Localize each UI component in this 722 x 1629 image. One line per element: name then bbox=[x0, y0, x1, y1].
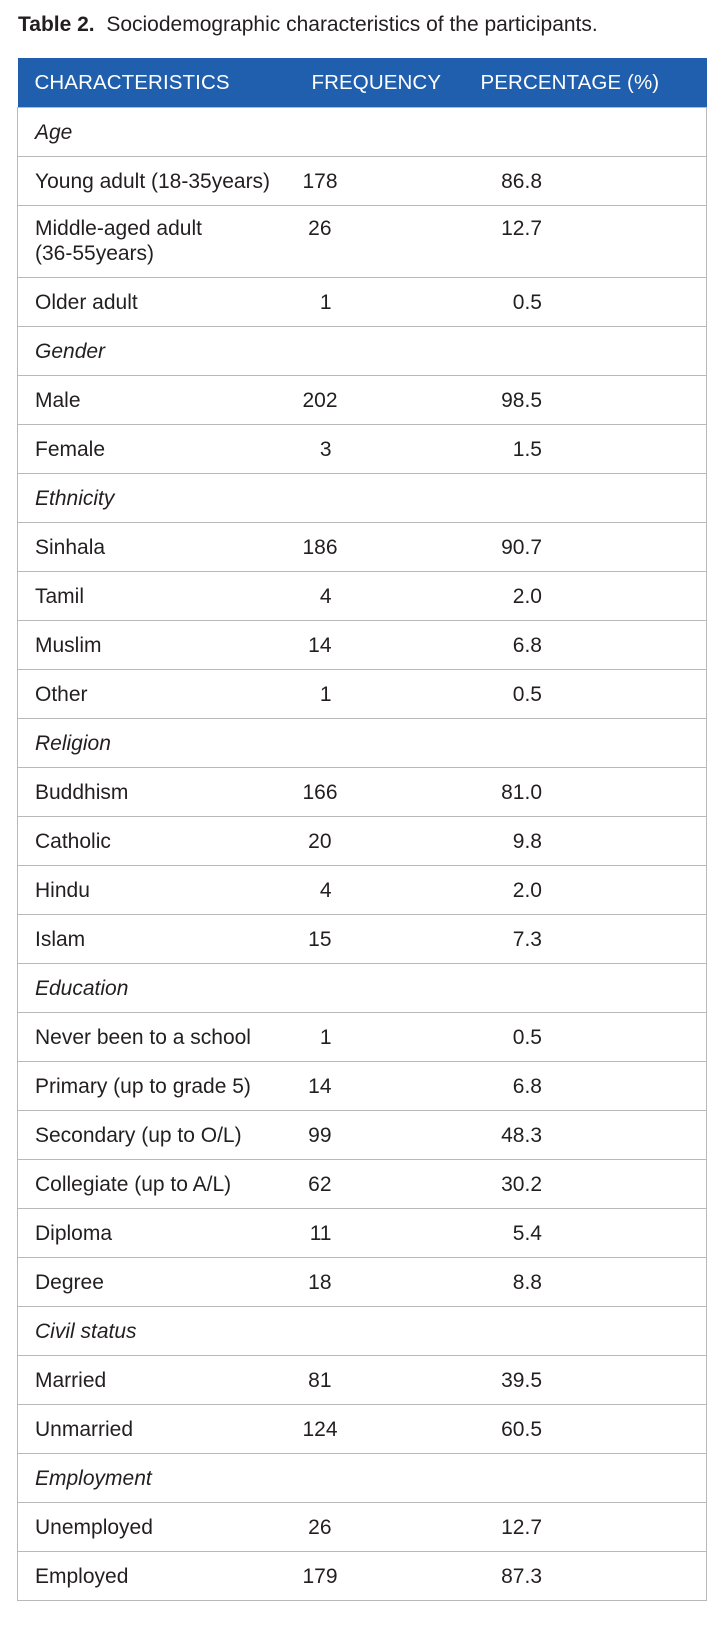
row-label: Married bbox=[18, 1356, 303, 1405]
group-label: Religion bbox=[18, 719, 707, 768]
row-frequency: 26 bbox=[303, 206, 471, 278]
row-frequency: 3 bbox=[303, 425, 471, 474]
table-body bbox=[18, 108, 707, 1601]
row-percentage: 12.7 bbox=[471, 206, 707, 278]
row-frequency: 11 bbox=[303, 1209, 471, 1258]
table-header-row bbox=[18, 58, 707, 108]
group-label: Age bbox=[18, 108, 707, 157]
row-percentage: 5.4 bbox=[471, 1209, 707, 1258]
row-percentage: 2.0 bbox=[471, 866, 707, 915]
row-label: Never been to a school bbox=[18, 1013, 303, 1062]
row-frequency: 1 bbox=[303, 670, 471, 719]
row-label: Young adult (18-35years) bbox=[18, 157, 303, 206]
row-percentage: 1.5 bbox=[471, 425, 707, 474]
table-row bbox=[18, 817, 707, 866]
table-caption bbox=[18, 12, 598, 38]
table-row bbox=[18, 670, 707, 719]
table-group-row bbox=[18, 964, 707, 1013]
row-frequency: 186 bbox=[303, 523, 471, 572]
row-frequency: 15 bbox=[303, 915, 471, 964]
table-header bbox=[18, 58, 707, 108]
row-percentage: 6.8 bbox=[471, 621, 707, 670]
row-label: Primary (up to grade 5) bbox=[18, 1062, 303, 1111]
table-group-row bbox=[18, 474, 707, 523]
row-label: Buddhism bbox=[18, 768, 303, 817]
row-label: Older adult bbox=[18, 278, 303, 327]
table-row bbox=[18, 523, 707, 572]
sociodemographic-table bbox=[17, 58, 707, 1601]
row-label: Hindu bbox=[18, 866, 303, 915]
row-percentage: 87.3 bbox=[471, 1552, 707, 1601]
row-label: Catholic bbox=[18, 817, 303, 866]
row-label: Female bbox=[18, 425, 303, 474]
group-label: Ethnicity bbox=[18, 474, 707, 523]
row-percentage: 98.5 bbox=[471, 376, 707, 425]
group-label: Gender bbox=[18, 327, 707, 376]
row-frequency: 124 bbox=[303, 1405, 471, 1454]
row-percentage: 86.8 bbox=[471, 157, 707, 206]
table-group-row bbox=[18, 1454, 707, 1503]
row-label: Middle-aged adult (36-55years) bbox=[18, 206, 303, 278]
row-frequency: 26 bbox=[303, 1503, 471, 1552]
header-percentage: PERCENTAGE (%) bbox=[471, 58, 707, 108]
table-row bbox=[18, 1013, 707, 1062]
table-group-row bbox=[18, 108, 707, 157]
row-frequency: 62 bbox=[303, 1160, 471, 1209]
row-label: Male bbox=[18, 376, 303, 425]
table-row bbox=[18, 1160, 707, 1209]
row-frequency: 14 bbox=[303, 1062, 471, 1111]
table-row bbox=[18, 278, 707, 327]
table-caption-label: Table 2. bbox=[18, 13, 95, 36]
table-row bbox=[18, 425, 707, 474]
table-caption-text: Sociodemographic characteristics of the participants. bbox=[106, 13, 598, 36]
table-row bbox=[18, 1552, 707, 1601]
row-frequency: 99 bbox=[303, 1111, 471, 1160]
table-row bbox=[18, 768, 707, 817]
table-group-row bbox=[18, 1307, 707, 1356]
row-frequency: 202 bbox=[303, 376, 471, 425]
table-row bbox=[18, 915, 707, 964]
row-percentage: 8.8 bbox=[471, 1258, 707, 1307]
row-label: Islam bbox=[18, 915, 303, 964]
table-row bbox=[18, 376, 707, 425]
row-label: Degree bbox=[18, 1258, 303, 1307]
row-percentage: 0.5 bbox=[471, 278, 707, 327]
row-frequency: 1 bbox=[303, 1013, 471, 1062]
row-percentage: 7.3 bbox=[471, 915, 707, 964]
row-frequency: 14 bbox=[303, 621, 471, 670]
row-percentage: 81.0 bbox=[471, 768, 707, 817]
group-label: Employment bbox=[18, 1454, 707, 1503]
row-frequency: 166 bbox=[303, 768, 471, 817]
row-frequency: 4 bbox=[303, 572, 471, 621]
row-frequency: 178 bbox=[303, 157, 471, 206]
table-row bbox=[18, 206, 707, 278]
row-percentage: 2.0 bbox=[471, 572, 707, 621]
row-label: Unmarried bbox=[18, 1405, 303, 1454]
row-label: Muslim bbox=[18, 621, 303, 670]
row-label: Secondary (up to O/L) bbox=[18, 1111, 303, 1160]
row-label: Sinhala bbox=[18, 523, 303, 572]
row-percentage: 30.2 bbox=[471, 1160, 707, 1209]
table-row bbox=[18, 1356, 707, 1405]
row-percentage: 12.7 bbox=[471, 1503, 707, 1552]
row-label: Tamil bbox=[18, 572, 303, 621]
header-characteristics: CHARACTERISTICS bbox=[18, 58, 303, 108]
table-row bbox=[18, 1062, 707, 1111]
row-percentage: 0.5 bbox=[471, 1013, 707, 1062]
row-label: Diploma bbox=[18, 1209, 303, 1258]
row-percentage: 60.5 bbox=[471, 1405, 707, 1454]
row-frequency: 1 bbox=[303, 278, 471, 327]
row-percentage: 48.3 bbox=[471, 1111, 707, 1160]
row-frequency: 179 bbox=[303, 1552, 471, 1601]
row-label: Collegiate (up to A/L) bbox=[18, 1160, 303, 1209]
table-group-row bbox=[18, 719, 707, 768]
row-frequency: 81 bbox=[303, 1356, 471, 1405]
table-row bbox=[18, 157, 707, 206]
table-row bbox=[18, 1503, 707, 1552]
table-row bbox=[18, 1209, 707, 1258]
table-row bbox=[18, 621, 707, 670]
row-percentage: 39.5 bbox=[471, 1356, 707, 1405]
header-frequency: FREQUENCY bbox=[303, 58, 471, 108]
row-percentage: 90.7 bbox=[471, 523, 707, 572]
table-row bbox=[18, 1405, 707, 1454]
table-row bbox=[18, 572, 707, 621]
row-frequency: 20 bbox=[303, 817, 471, 866]
group-label: Civil status bbox=[18, 1307, 707, 1356]
table-row bbox=[18, 1258, 707, 1307]
row-percentage: 6.8 bbox=[471, 1062, 707, 1111]
table-row bbox=[18, 1111, 707, 1160]
row-percentage: 0.5 bbox=[471, 670, 707, 719]
group-label: Education bbox=[18, 964, 707, 1013]
row-frequency: 4 bbox=[303, 866, 471, 915]
row-frequency: 18 bbox=[303, 1258, 471, 1307]
row-label: Employed bbox=[18, 1552, 303, 1601]
row-label: Other bbox=[18, 670, 303, 719]
row-label: Unemployed bbox=[18, 1503, 303, 1552]
row-percentage: 9.8 bbox=[471, 817, 707, 866]
table-row bbox=[18, 866, 707, 915]
table-group-row bbox=[18, 327, 707, 376]
